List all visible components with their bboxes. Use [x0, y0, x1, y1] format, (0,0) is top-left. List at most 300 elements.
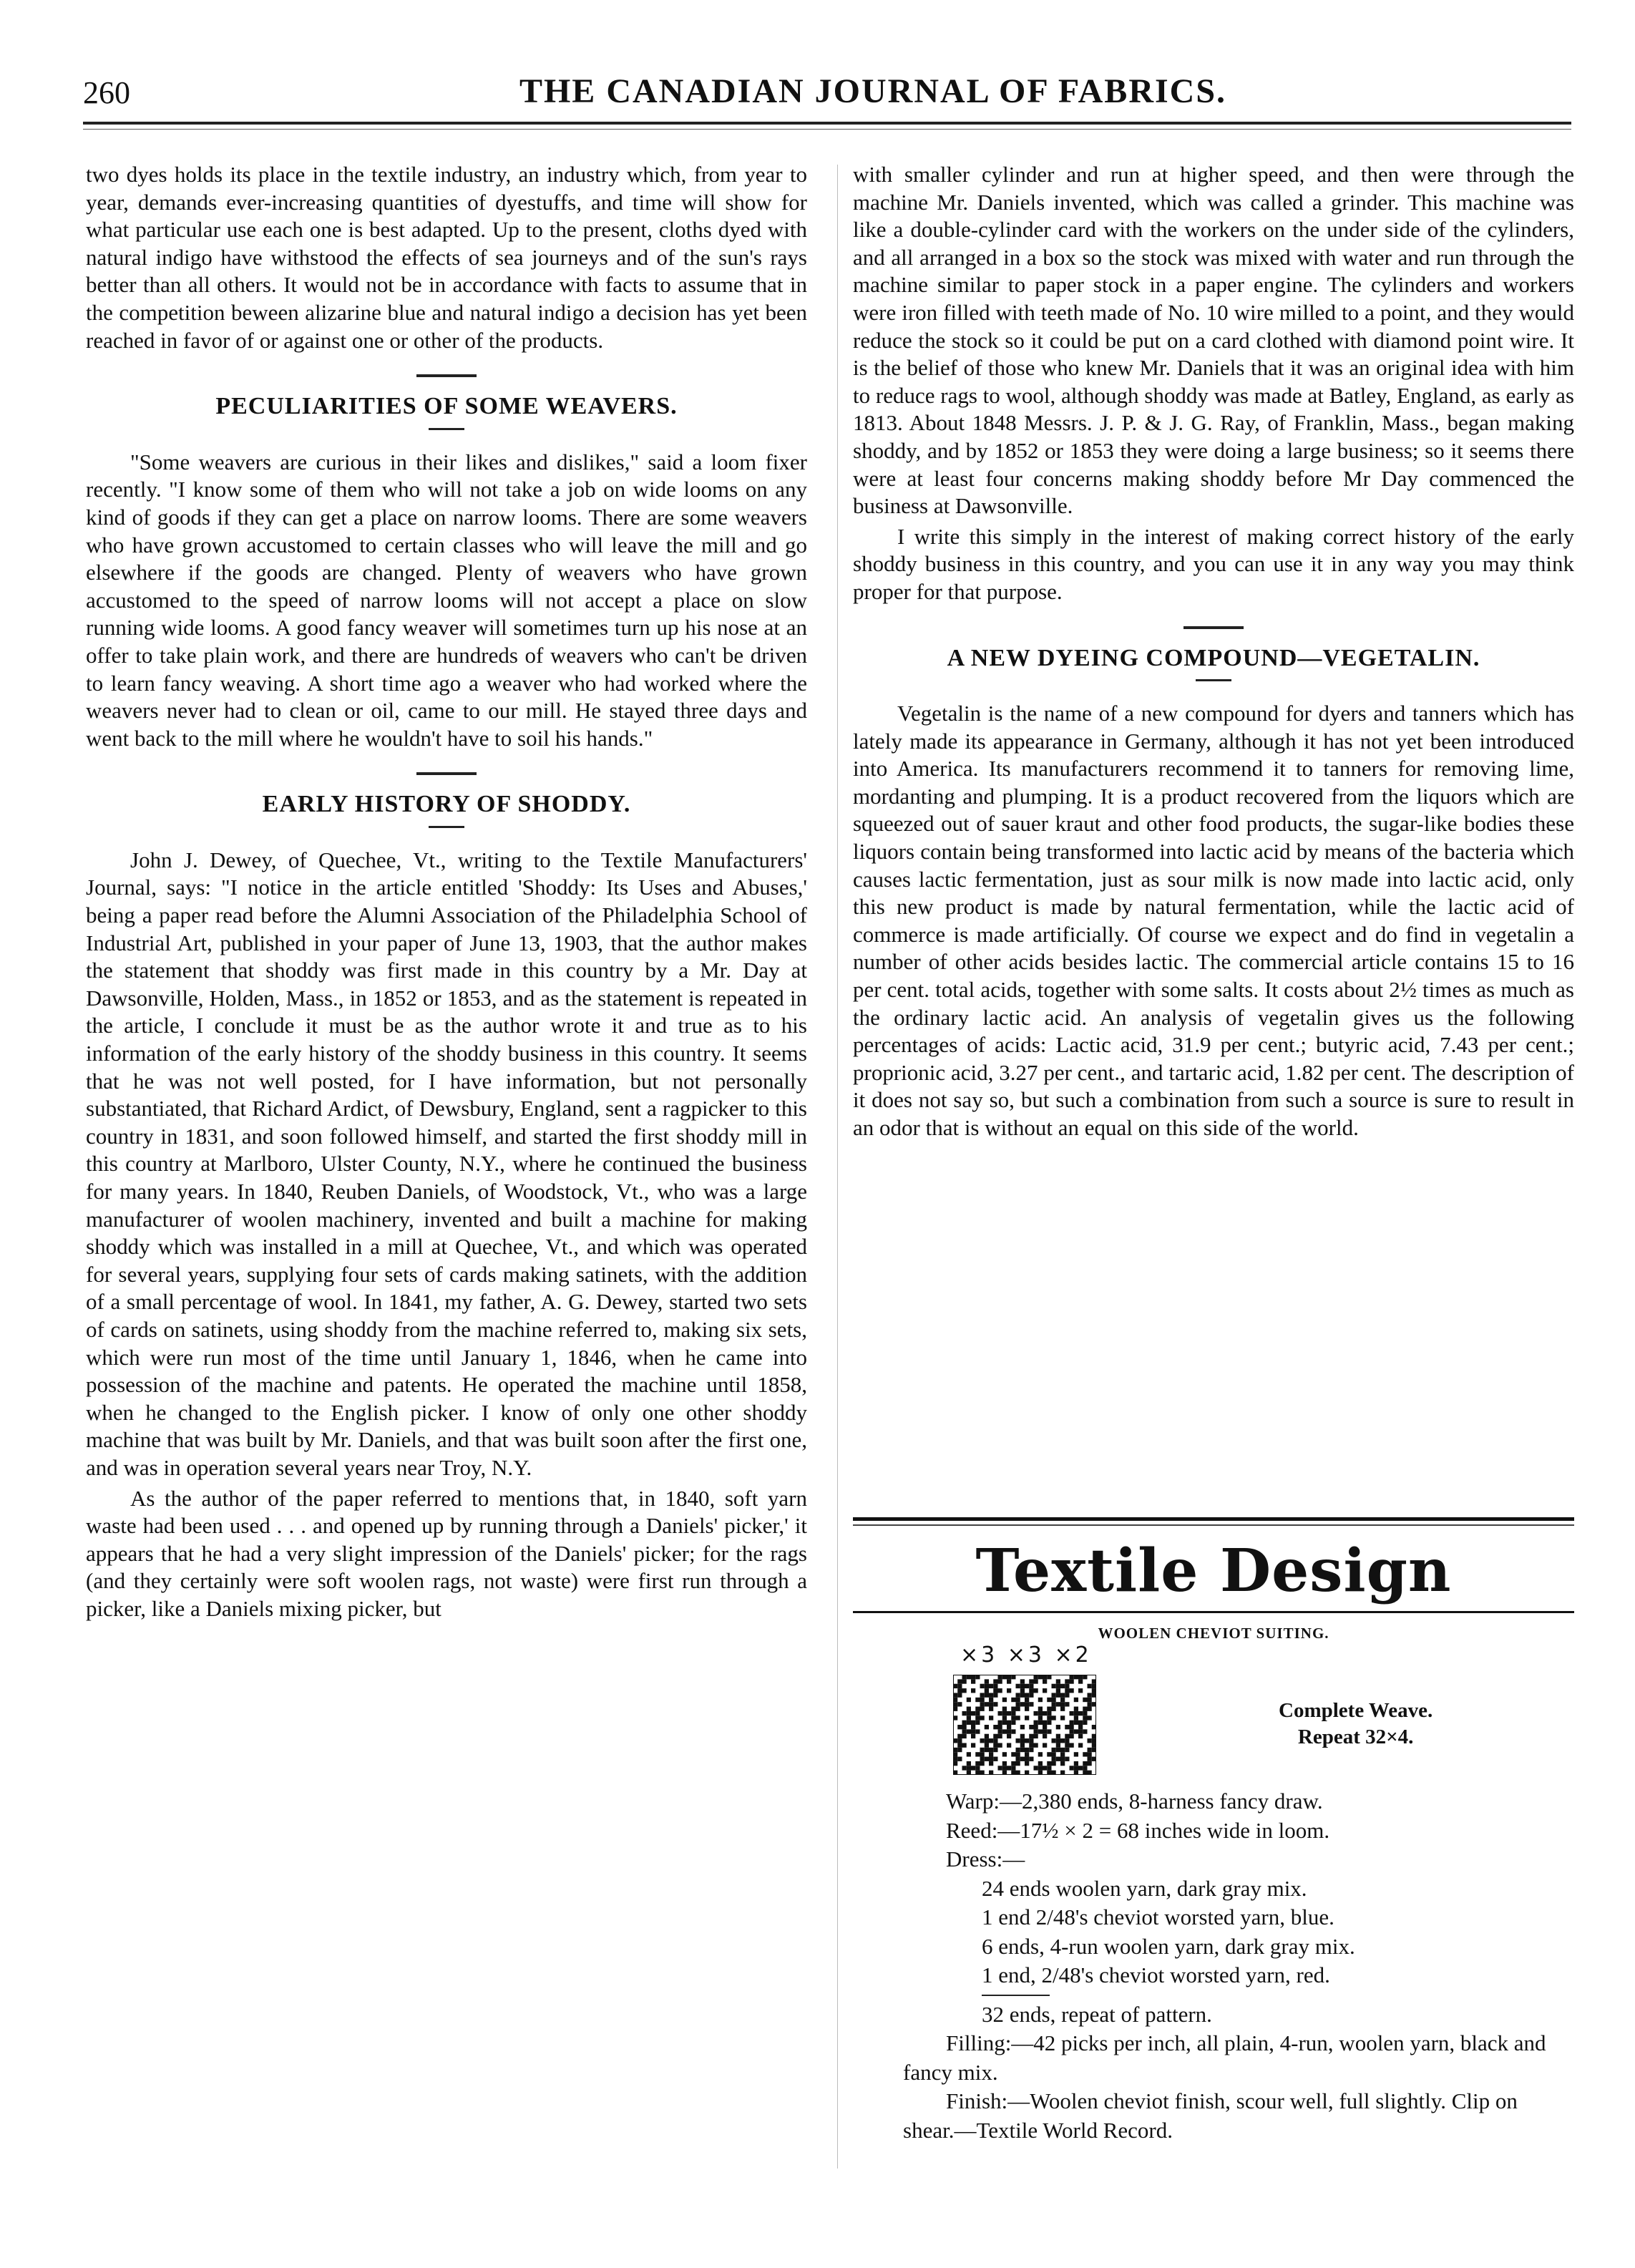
weave-cell [1020, 1725, 1025, 1729]
weave-cell [1025, 1684, 1029, 1688]
weave-cell [1002, 1715, 1007, 1720]
weave-cell [975, 1752, 980, 1756]
textile-design-section [853, 1528, 1574, 2143]
weave-cell [989, 1761, 993, 1766]
weave-cell [1056, 1702, 1060, 1706]
header-rule-thin [83, 129, 1571, 130]
weave-cell [1052, 1752, 1056, 1756]
weave-cell [989, 1698, 993, 1702]
weave-cell [1088, 1693, 1092, 1697]
weave-cell [971, 1679, 975, 1683]
weave-cell [962, 1688, 967, 1693]
dress-total: 32 ends, repeat of pattern. [982, 2001, 1212, 2027]
weave-cell [1043, 1729, 1047, 1733]
weave-cell [1083, 1711, 1087, 1715]
weave-cell [993, 1693, 997, 1697]
weave-cell [1043, 1711, 1047, 1715]
weave-cell [993, 1757, 997, 1761]
weave-cell [1065, 1725, 1069, 1729]
weave-cell [989, 1715, 993, 1720]
weave-cell [1029, 1757, 1033, 1761]
weave-cell [975, 1761, 980, 1766]
weave-cell [1052, 1757, 1056, 1761]
weave-cell [1065, 1679, 1069, 1683]
weave-cell [993, 1702, 997, 1706]
weave-cell [1047, 1721, 1051, 1725]
weave-cell [975, 1721, 980, 1725]
weave-cell [1029, 1702, 1033, 1706]
weave-cell [1016, 1702, 1020, 1706]
weave-cell [1038, 1729, 1043, 1733]
column-divider [837, 165, 838, 2169]
weave-cell [1020, 1743, 1025, 1747]
weave-cell [1011, 1761, 1015, 1766]
weave-cell [1034, 1729, 1038, 1733]
weave-cell [957, 1748, 962, 1752]
weave-cell [1065, 1748, 1069, 1752]
weave-cell [1047, 1698, 1051, 1702]
weave-cell [1065, 1702, 1069, 1706]
weave-cell [971, 1688, 975, 1693]
weave-cell [989, 1748, 993, 1752]
weave-cell [967, 1707, 971, 1711]
weave-cell [998, 1711, 1002, 1715]
weave-cell [1052, 1693, 1056, 1697]
weave-cell [1029, 1684, 1033, 1688]
weave-cell [1002, 1711, 1007, 1715]
weave-cell [1011, 1707, 1015, 1711]
weave-cell [1034, 1766, 1038, 1770]
weave-cell [1038, 1715, 1043, 1720]
warp-line: Warp:—2,380 ends, 8-harness fancy draw. [946, 1788, 1323, 1814]
weave-cell [971, 1729, 975, 1733]
weave-cell [1070, 1743, 1074, 1747]
weave-cell [1070, 1725, 1074, 1729]
weave-cell [1052, 1698, 1056, 1702]
weave-cell [1020, 1688, 1025, 1693]
weave-cell [980, 1693, 985, 1697]
weave-cell [975, 1715, 980, 1720]
weave-cell [1070, 1679, 1074, 1683]
dress-label: Dress:— [946, 1846, 1025, 1872]
weave-cell [1070, 1721, 1074, 1725]
weave-cell [1083, 1766, 1087, 1770]
weave-cell [1078, 1711, 1083, 1715]
weave-cell [985, 1725, 989, 1729]
weave-cell [1056, 1679, 1060, 1683]
weave-cell [1038, 1761, 1043, 1766]
heading-underline [429, 428, 464, 430]
weave-cell [1083, 1698, 1087, 1702]
weave-cell [1034, 1721, 1038, 1725]
weave-cell [1002, 1761, 1007, 1766]
weave-cell [957, 1693, 962, 1697]
weave-cell [1078, 1766, 1083, 1770]
weave-cell [1065, 1688, 1069, 1693]
weave-cell [1025, 1752, 1029, 1756]
weave-cell [1065, 1684, 1069, 1688]
weave-cell [1020, 1734, 1025, 1738]
peculiarities-paragraph: "Some weavers are curious in their likes and dislikes," said a loom fixer recently. "I know some of them who will not take a job on wide looms on any kind of goods if they can get a place on narrow looms. There are some weavers who have grown accustomed to certain classes who will leave the mill and go elsewhere if the goods are changed. Plenty of weavers who have grown accustomed to the speed of narrow looms will not accept a place on slow running wide looms. A good fancy weaver will sometimes turn up his nose at an offer to take plain work, and there are hundreds of weavers who can't be driven to learn fancy weaving. A short time ago a weaver who had worked where the weavers never had to clean or oil, came to our mill. He stayed three days and went back to the mill where he wouldn't have to soil his hands." [86, 449, 807, 751]
weave-cell [1038, 1766, 1043, 1770]
weave-cell [1088, 1702, 1092, 1706]
page-number: 260 [83, 75, 130, 110]
weave-cell [962, 1734, 967, 1738]
weave-cell [1029, 1738, 1033, 1743]
weave-cell [1074, 1698, 1078, 1702]
weave-cell [998, 1725, 1002, 1729]
weave-cell [980, 1761, 985, 1766]
weave-cell [1056, 1684, 1060, 1688]
repeat-label: Repeat 32×4. [1297, 1726, 1414, 1748]
weave-cell [1043, 1721, 1047, 1725]
weave-cell [1025, 1702, 1029, 1706]
weave-caption [1279, 1698, 1433, 1751]
vegetalin-heading: A NEW DYEING COMPOUND—VEGETALIN. [947, 644, 1480, 671]
weave-pattern-diagram [953, 1675, 1096, 1775]
weave-cell [1016, 1752, 1020, 1756]
weave-cell [1034, 1725, 1038, 1729]
weave-cell [985, 1738, 989, 1743]
weave-cell [1060, 1707, 1065, 1711]
weave-cell [1038, 1707, 1043, 1711]
weave-cell [1083, 1729, 1087, 1733]
weave-cell [1070, 1734, 1074, 1738]
weave-cell [962, 1766, 967, 1770]
weave-cell [1038, 1752, 1043, 1756]
weave-cell [967, 1752, 971, 1756]
weave-cell [1056, 1738, 1060, 1743]
weave-cell [1029, 1693, 1033, 1697]
reed-line: Reed:—17½ × 2 = 68 inches wide in loom. [946, 1817, 1330, 1843]
weave-cell [1074, 1761, 1078, 1766]
weave-cell [993, 1725, 997, 1729]
heading-underline [429, 826, 464, 828]
weave-cell [1002, 1707, 1007, 1711]
weave-cell [1034, 1679, 1038, 1683]
weave-cell [962, 1711, 967, 1715]
weave-cell [962, 1729, 967, 1733]
weave-cell [1016, 1761, 1020, 1766]
weave-cell [1074, 1715, 1078, 1720]
weave-cell [1060, 1761, 1065, 1766]
weave-cell [971, 1734, 975, 1738]
shoddy-heading: EARLY HISTORY OF SHODDY. [262, 791, 631, 818]
weave-cell [993, 1688, 997, 1693]
weave-cell [1002, 1721, 1007, 1725]
weave-cell [962, 1743, 967, 1747]
weave-cell [957, 1738, 962, 1743]
weave-cell [1029, 1748, 1033, 1752]
weave-cell [1078, 1679, 1083, 1683]
textile-design-top-rule [853, 1517, 1574, 1521]
weave-cell [1034, 1734, 1038, 1738]
weave-cell [1029, 1725, 1033, 1729]
weave-cell [1007, 1743, 1011, 1747]
filling-line: Filling:—42 picks per inch, all plain, 4-run, woolen yarn, black and fancy mix. [903, 2030, 1546, 2085]
weave-cell [1002, 1752, 1007, 1756]
weave-cell [1088, 1707, 1092, 1711]
weave-cell [985, 1688, 989, 1693]
weave-cell [1060, 1738, 1065, 1743]
weave-cell [1007, 1729, 1011, 1733]
weave-cell [1043, 1766, 1047, 1770]
weave-cell [980, 1748, 985, 1752]
weave-cell [1020, 1738, 1025, 1743]
repeat-marks: ×3 ×3 ×2 [960, 1642, 1092, 1668]
weave-cell [1016, 1757, 1020, 1761]
weave-cell [1060, 1752, 1065, 1756]
weave-cell [1011, 1711, 1015, 1715]
weave-cell [1088, 1761, 1092, 1766]
weave-cell [957, 1679, 962, 1683]
weave-cell [989, 1738, 993, 1743]
weave-cell [971, 1725, 975, 1729]
weave-cell [1025, 1698, 1029, 1702]
weave-cell [1025, 1748, 1029, 1752]
weave-cell [1060, 1702, 1065, 1706]
weave-cell [985, 1757, 989, 1761]
weave-cell [1088, 1715, 1092, 1720]
section-divider [416, 772, 477, 775]
weave-cell [1078, 1743, 1083, 1747]
weave-cell [1047, 1729, 1051, 1733]
weave-cell [1011, 1766, 1015, 1770]
weave-cell [1065, 1734, 1069, 1738]
weave-cell [1056, 1743, 1060, 1747]
weave-cell [1002, 1698, 1007, 1702]
textile-design-top-rule-thin [853, 1524, 1574, 1526]
weave-cell [1065, 1738, 1069, 1743]
section-divider [416, 374, 477, 377]
weave-cell [967, 1721, 971, 1725]
weave-cell [1025, 1738, 1029, 1743]
weave-cell [1088, 1684, 1092, 1688]
weave-cell [1088, 1698, 1092, 1702]
weave-cell [957, 1684, 962, 1688]
weave-cell [1060, 1715, 1065, 1720]
weave-cell [1052, 1684, 1056, 1688]
weave-cell [971, 1743, 975, 1747]
weave-cell [1060, 1698, 1065, 1702]
journal-title: THE CANADIAN JOURNAL OF FABRICS. [519, 72, 1227, 110]
shoddy-paragraph-2: As the author of the paper referred to mentions that, in 1840, soft yarn waste had been used . . . and opened up by running through a Daniels' picker,' it appears that he had a very slight impression of the Daniels' picker; for the rags (and they certainly were soft woolen rags, not waste) were first run through a picker, like a Daniels mixing picker, but [86, 1485, 807, 1621]
weave-cell [1074, 1721, 1078, 1725]
textile-design-rule [853, 1611, 1574, 1613]
dress-item: 24 ends woolen yarn, dark gray mix. [982, 1875, 1307, 1901]
weave-cell [998, 1729, 1002, 1733]
weave-cell [1043, 1679, 1047, 1683]
weave-cell [1088, 1748, 1092, 1752]
weave-cell [1007, 1688, 1011, 1693]
weave-cell [993, 1743, 997, 1747]
weave-cell [967, 1766, 971, 1770]
weave-cell [1052, 1702, 1056, 1706]
weave-cell [1043, 1688, 1047, 1693]
weave-cell [1065, 1743, 1069, 1747]
weave-cell [1011, 1721, 1015, 1725]
weave-cell [1078, 1725, 1083, 1729]
weave-cell [985, 1684, 989, 1688]
weave-cell [1074, 1766, 1078, 1770]
weave-cell [1007, 1721, 1011, 1725]
weave-cell [1011, 1715, 1015, 1720]
weave-cell [971, 1721, 975, 1725]
weave-cell [1047, 1766, 1051, 1770]
weave-cell [985, 1748, 989, 1752]
fabric-specification [896, 1787, 1574, 2145]
dress-item: 1 end, 2/48's cheviot worsted yarn, red. [982, 1962, 1330, 1987]
weave-cell [1020, 1748, 1025, 1752]
weave-cell [971, 1711, 975, 1715]
weave-cell [962, 1721, 967, 1725]
weave-cell [1088, 1738, 1092, 1743]
weave-cell [1060, 1748, 1065, 1752]
weave-cell [975, 1698, 980, 1702]
weave-cell [985, 1693, 989, 1697]
weave-cell [1029, 1734, 1033, 1738]
textile-design-title: Textile Design [975, 1537, 1452, 1605]
weave-cell [989, 1693, 993, 1697]
weave-cell [1070, 1729, 1074, 1733]
weave-cell [975, 1707, 980, 1711]
suiting-title: WOOLEN CHEVIOT SUITING. [1098, 1625, 1329, 1642]
weave-cell [967, 1761, 971, 1766]
complete-weave-label: Complete Weave. [1279, 1699, 1433, 1722]
weave-cell [1060, 1684, 1065, 1688]
weave-cell [985, 1743, 989, 1747]
weave-cell [993, 1684, 997, 1688]
weave-cell [980, 1698, 985, 1702]
weave-cell [1007, 1679, 1011, 1683]
weave-cell [1056, 1734, 1060, 1738]
shoddy-paragraph-1: John J. Dewey, of Quechee, Vt., writing to the Textile Manufacturers' Journal, says: "I notice in the article entitled 'Shoddy: Its Uses and Abuses,' being a paper read before the Alumni Association of the Philadelphia School of Industrial Art, published in your paper of June 13, 1903, that the author makes the statement that shoddy was first made in this country by a Mr. Day at Dawsonville, Holden, Mass., in 1852 or 1853, and as the statement is repeated in the article, I conclude it must be as the author wrote it and true as to his information of the early history of the shoddy business in this country. It seems that he was not well posted, for I have information, but not personally substantiated, that Richard Ardict, of Dewsbury, England, sent a ragpicker to this country in 1831, and soon followed himself, and started the first shoddy mill in this country at Marlboro, Ulster County, N.Y., where he continued the business for many years. In 1840, Reuben Daniels, of Woodstock, Vt., who was a large manufacturer of woolen machinery, invented and built a machine for making shoddy which was installed in a mill at Quechee, Vt., and which was operated for several years, supplying four sets of cards making satinets, with the addition of a small percentage of wool. In 1841, my father, A. G. Dewey, started two sets of cards on satinets, using shoddy from the machine referred to, making six sets, which were run most of the time until January 1, 1846, when he came into possession of the machine and patents. He operated the machine until 1858, when he changed to the English picker. I know of only one other shoddy machine that was built by Mr. Daniels, and that was built soon after the first one, and was in operation several years near Troy, N.Y. [86, 847, 807, 1480]
weave-cell [957, 1702, 962, 1706]
weave-cell [1034, 1743, 1038, 1747]
weave-cell [998, 1743, 1002, 1747]
weave-cell [1025, 1693, 1029, 1697]
weave-cell [998, 1721, 1002, 1725]
finish-line: Finish:—Woolen cheviot finish, scour well, full slightly. Clip on shear.—Textile World Record. [903, 2088, 1518, 2143]
weave-cell [1047, 1715, 1051, 1720]
weave-cell [1074, 1752, 1078, 1756]
weave-cell [967, 1711, 971, 1715]
weave-cell [1025, 1761, 1029, 1766]
weave-cell [1020, 1693, 1025, 1697]
weave-cell [1088, 1752, 1092, 1756]
weave-cell [1052, 1738, 1056, 1743]
weave-cell [1060, 1757, 1065, 1761]
weave-cell [1025, 1715, 1029, 1720]
weave-cell [1056, 1725, 1060, 1729]
weave-cell [1016, 1693, 1020, 1697]
weave-cell [1016, 1707, 1020, 1711]
weave-cell [993, 1679, 997, 1683]
weave-cell [1047, 1707, 1051, 1711]
weave-cell [967, 1698, 971, 1702]
weave-cell [1074, 1707, 1078, 1711]
weave-cell [1083, 1752, 1087, 1756]
weave-cell [1083, 1761, 1087, 1766]
weave-cell [998, 1734, 1002, 1738]
weave-cell [967, 1729, 971, 1733]
weave-cell [1060, 1693, 1065, 1697]
weave-cell [962, 1725, 967, 1729]
weave-cell [1056, 1688, 1060, 1693]
weave-cell [1078, 1734, 1083, 1738]
weave-cell [1078, 1721, 1083, 1725]
weave-cell [989, 1684, 993, 1688]
section-divider [1183, 626, 1244, 629]
right-column [853, 161, 1574, 1145]
weave-cell [1065, 1693, 1069, 1697]
weave-cell [980, 1702, 985, 1706]
weave-cell [1011, 1729, 1015, 1733]
weave-cell [980, 1715, 985, 1720]
weave-cell [1047, 1711, 1051, 1715]
weave-cell [1034, 1711, 1038, 1715]
weave-cell [1083, 1707, 1087, 1711]
weave-cell [1016, 1748, 1020, 1752]
weave-cell [1070, 1711, 1074, 1715]
weave-cell [1029, 1679, 1033, 1683]
weave-cell [957, 1757, 962, 1761]
header-rule [83, 122, 1571, 125]
weave-cell [1043, 1725, 1047, 1729]
weave-cell [1083, 1721, 1087, 1725]
dress-total-rule [982, 1995, 1050, 1996]
weave-cell [957, 1688, 962, 1693]
weave-cell [1016, 1698, 1020, 1702]
weave-cell [1056, 1693, 1060, 1697]
weave-cell [1043, 1743, 1047, 1747]
weave-cell [1020, 1679, 1025, 1683]
weave-cell [1007, 1711, 1011, 1715]
shoddy-continued-paragraph: with smaller cylinder and run at higher speed, and then were through the machine Mr. Daniels invented, which was called a grinder. This machine was like a double-cylinder card with the workers on the under side of the cylinders, and all arranged in a box so the stock was mixed with water and run through the machine similar to paper stock in a paper engine. The cylinders and workers were iron filled with teeth made of No. 10 wire milled to a point, and they would reduce the stock so it could be put on a card clothed with diamond point wire. It is the belief of those who knew Mr. Daniels that it was an original idea with him to reduce rags to wool, although shoddy was made at Batley, England, as early as 1813. About 1848 Messrs. J. P. & J. G. Ray, of Franklin, Mass., began making shoddy, and by 1852 or 1853 they were doing a large business; so it seems there were at least four concerns making shoddy before Mr Day commenced the business at Dawsonville. [853, 162, 1574, 519]
weave-cell [1020, 1757, 1025, 1761]
weave-cell [1065, 1757, 1069, 1761]
weave-cell [975, 1711, 980, 1715]
weave-cell [957, 1725, 962, 1729]
weave-cell [975, 1729, 980, 1733]
weave-cell [1052, 1761, 1056, 1766]
weave-cell [989, 1707, 993, 1711]
weave-cell [1070, 1766, 1074, 1770]
weave-cell [1007, 1725, 1011, 1729]
weave-cell [1047, 1761, 1051, 1766]
weave-cell [998, 1688, 1002, 1693]
weave-cell [1007, 1734, 1011, 1738]
heading-underline [1196, 679, 1231, 681]
weave-cell [1034, 1688, 1038, 1693]
weave-cell [1025, 1707, 1029, 1711]
weave-cell [1020, 1684, 1025, 1688]
weave-cell [980, 1684, 985, 1688]
weave-cell [980, 1707, 985, 1711]
weave-cell [1038, 1721, 1043, 1725]
weave-cell [985, 1679, 989, 1683]
weave-cell [985, 1702, 989, 1706]
weave-cell [1020, 1702, 1025, 1706]
weave-cell [1011, 1698, 1015, 1702]
weave-cell [1047, 1752, 1051, 1756]
weave-cell [1078, 1729, 1083, 1733]
weave-cell [1038, 1698, 1043, 1702]
weave-cell [1056, 1757, 1060, 1761]
weave-cell [989, 1702, 993, 1706]
intro-paragraph: two dyes holds its place in the textile industry, an industry which, from year to year, demands ever-increasing quantities of dyestuffs, and time will show for what particular use each one is best adapted. Up to the present, cloths dyed with natural indigo have withstood the effects of sea journeys and of the sun's rays better than all others. It would not be in accordance with facts to assume that in the competition beween alizarine blue and natural indigo a decision has yet been reached in favor of or against one or other of the products. [86, 162, 807, 353]
weave-cell [957, 1734, 962, 1738]
